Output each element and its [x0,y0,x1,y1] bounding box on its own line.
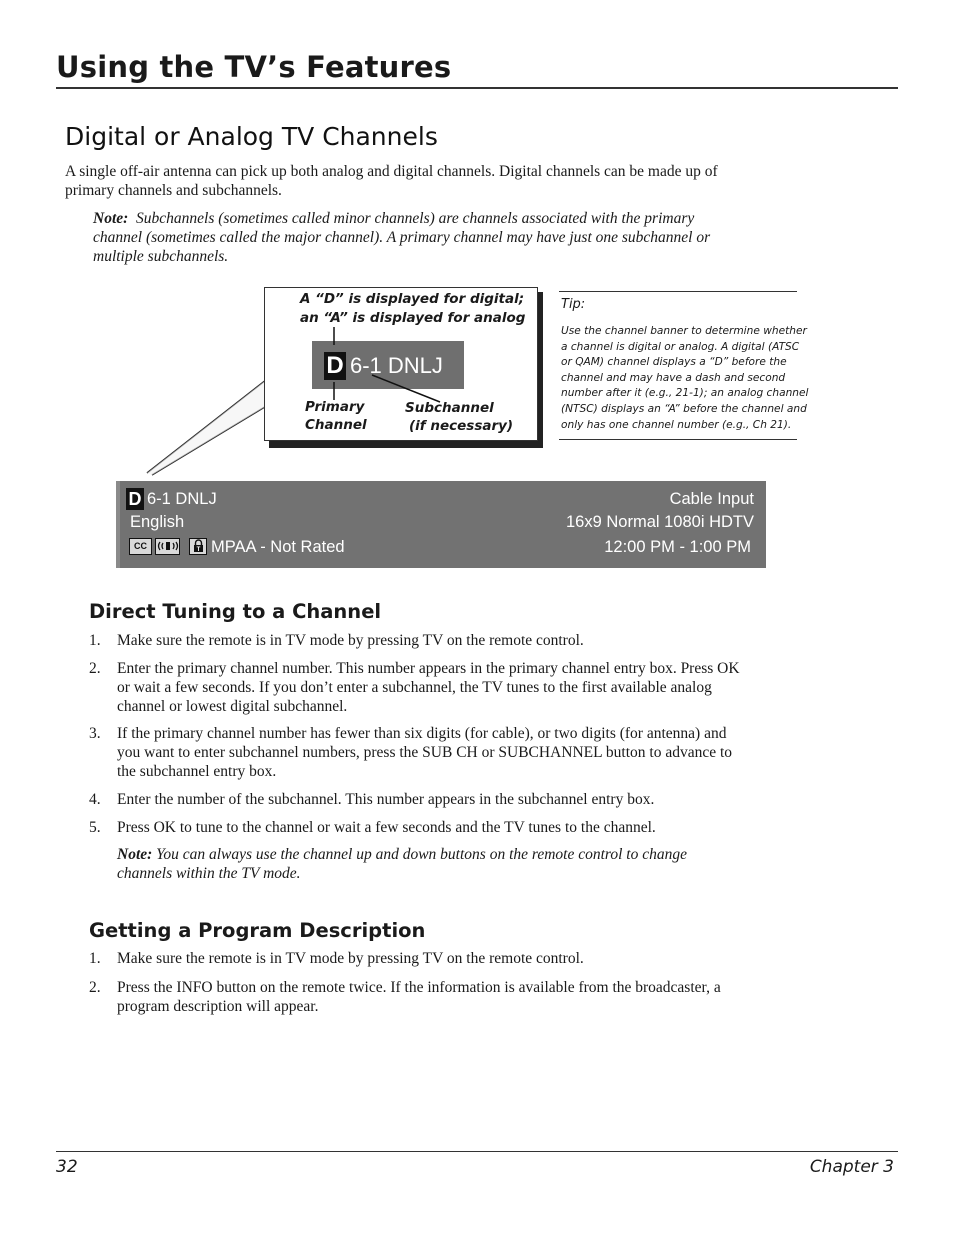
step-text: Make sure the remote is in TV mode by pressing TV on the remote control. [117,950,584,967]
program-description-heading: Getting a Program Description [89,919,426,942]
tip-rule-bottom [559,439,797,440]
step-number: 1. [89,950,101,967]
chapter-header: Using the TV’s Features [56,50,452,84]
direct-tuning-note [117,845,737,883]
step-number: 2. [89,979,101,996]
direct-step-1 [89,631,749,650]
note-text: Subchannels (sometimes called minor channels) are channels associated with the primary channel (sometimes called the major channel). A primary channel may have just one subchannel or multiple subchannels. [93,210,711,265]
subchannel-label-line2: (if necessary) [409,418,514,434]
svg-text:T: T [196,547,200,553]
step-number: 5. [89,819,101,836]
direct-step-4 [89,790,749,809]
footer-chapter: Chapter 3 [809,1157,894,1177]
mini-channel-number: 6-1 DNLJ [350,353,443,378]
intro-paragraph: A single off-air antenna can pick up both analog and digital channels. Digital channels can be made up of primary channels and subchannels. [65,163,718,199]
tip-text: Use the channel banner to determine whether a channel is digital or analog. A digital (ATSC or QAM) channel displays a “D” before the channel and may have a dash and second number after it (e.g., 21-1); an analog channel (NTSC) displays an “A” before the channel and only has one channel number (e.g., Ch 21). [561,325,809,431]
section-title: Digital or Analog TV Channels [65,122,438,151]
direct-step-3 [89,724,749,781]
tip-title: Tip: [561,297,586,312]
closed-caption-icon: CC [129,538,152,555]
banner-rating: MPAA - Not Rated [211,538,345,556]
program-step-1 [89,949,749,968]
step-number: 3. [89,725,101,742]
step-number: 2. [89,660,101,677]
direct-step-2 [89,659,749,716]
step-text: Enter the number of the subchannel. This number appears in the subchannel entry box. [117,791,655,808]
note-label: Note: [117,846,153,863]
banner-language: English [130,513,185,531]
banner-channel: 6-1 DNLJ [147,490,217,508]
step-text: Press the INFO button on the remote twice. If the information is available from the broadcaster, a program description will appear. [117,979,721,1015]
callout-label-line1: A “D” is displayed for digital; [300,291,525,307]
callout-label-line2: an “A” is displayed for analog [300,310,526,326]
digital-indicator: D [324,352,346,380]
direct-step-5 [89,818,749,837]
banner-input: Cable Input [669,490,754,508]
direct-tuning-heading: Direct Tuning to a Channel [89,600,382,623]
lock-icon [189,538,207,555]
program-step-2 [89,978,749,1016]
channel-banner-edge [116,481,120,568]
footer-rule [56,1151,898,1152]
primary-channel-label-line1: Primary [305,399,365,415]
banner-format: 16x9 Normal 1080i HDTV [566,513,754,531]
step-text: Press OK to tune to the channel or wait a few seconds and the TV tunes to the channel. [117,819,656,836]
primary-channel-label-line2: Channel [305,417,367,433]
note-text: You can always use the channel up and down buttons on the remote control to change channels within the TV mode. [117,846,687,882]
banner-digital-indicator: D [126,488,144,510]
step-text: Enter the primary channel number. This number appears in the primary channel entry box. Press OK or wait a few seconds. If you don’t enter a subchannel, the TV tunes to the first available analog channel or lowest digital subchannel. [117,660,740,715]
note-label: Note: [93,210,129,227]
step-number: 4. [89,791,101,808]
step-text: Make sure the remote is in TV mode by pressing TV on the remote control. [117,632,584,649]
subchannel-label-line1: Subchannel [405,400,494,416]
audio-icon [155,538,180,555]
banner-time: 12:00 PM - 1:00 PM [604,538,751,556]
step-text: If the primary channel number has fewer than six digits (for cable), or two digits (for antenna) and you want to enter subchannel numbers, press the SUB CH or SUBCHANNEL button to advance to the subchannel entry box. [117,725,733,780]
page-number: 32 [56,1157,78,1177]
step-number: 1. [89,632,101,649]
tip-rule-top [559,291,797,292]
